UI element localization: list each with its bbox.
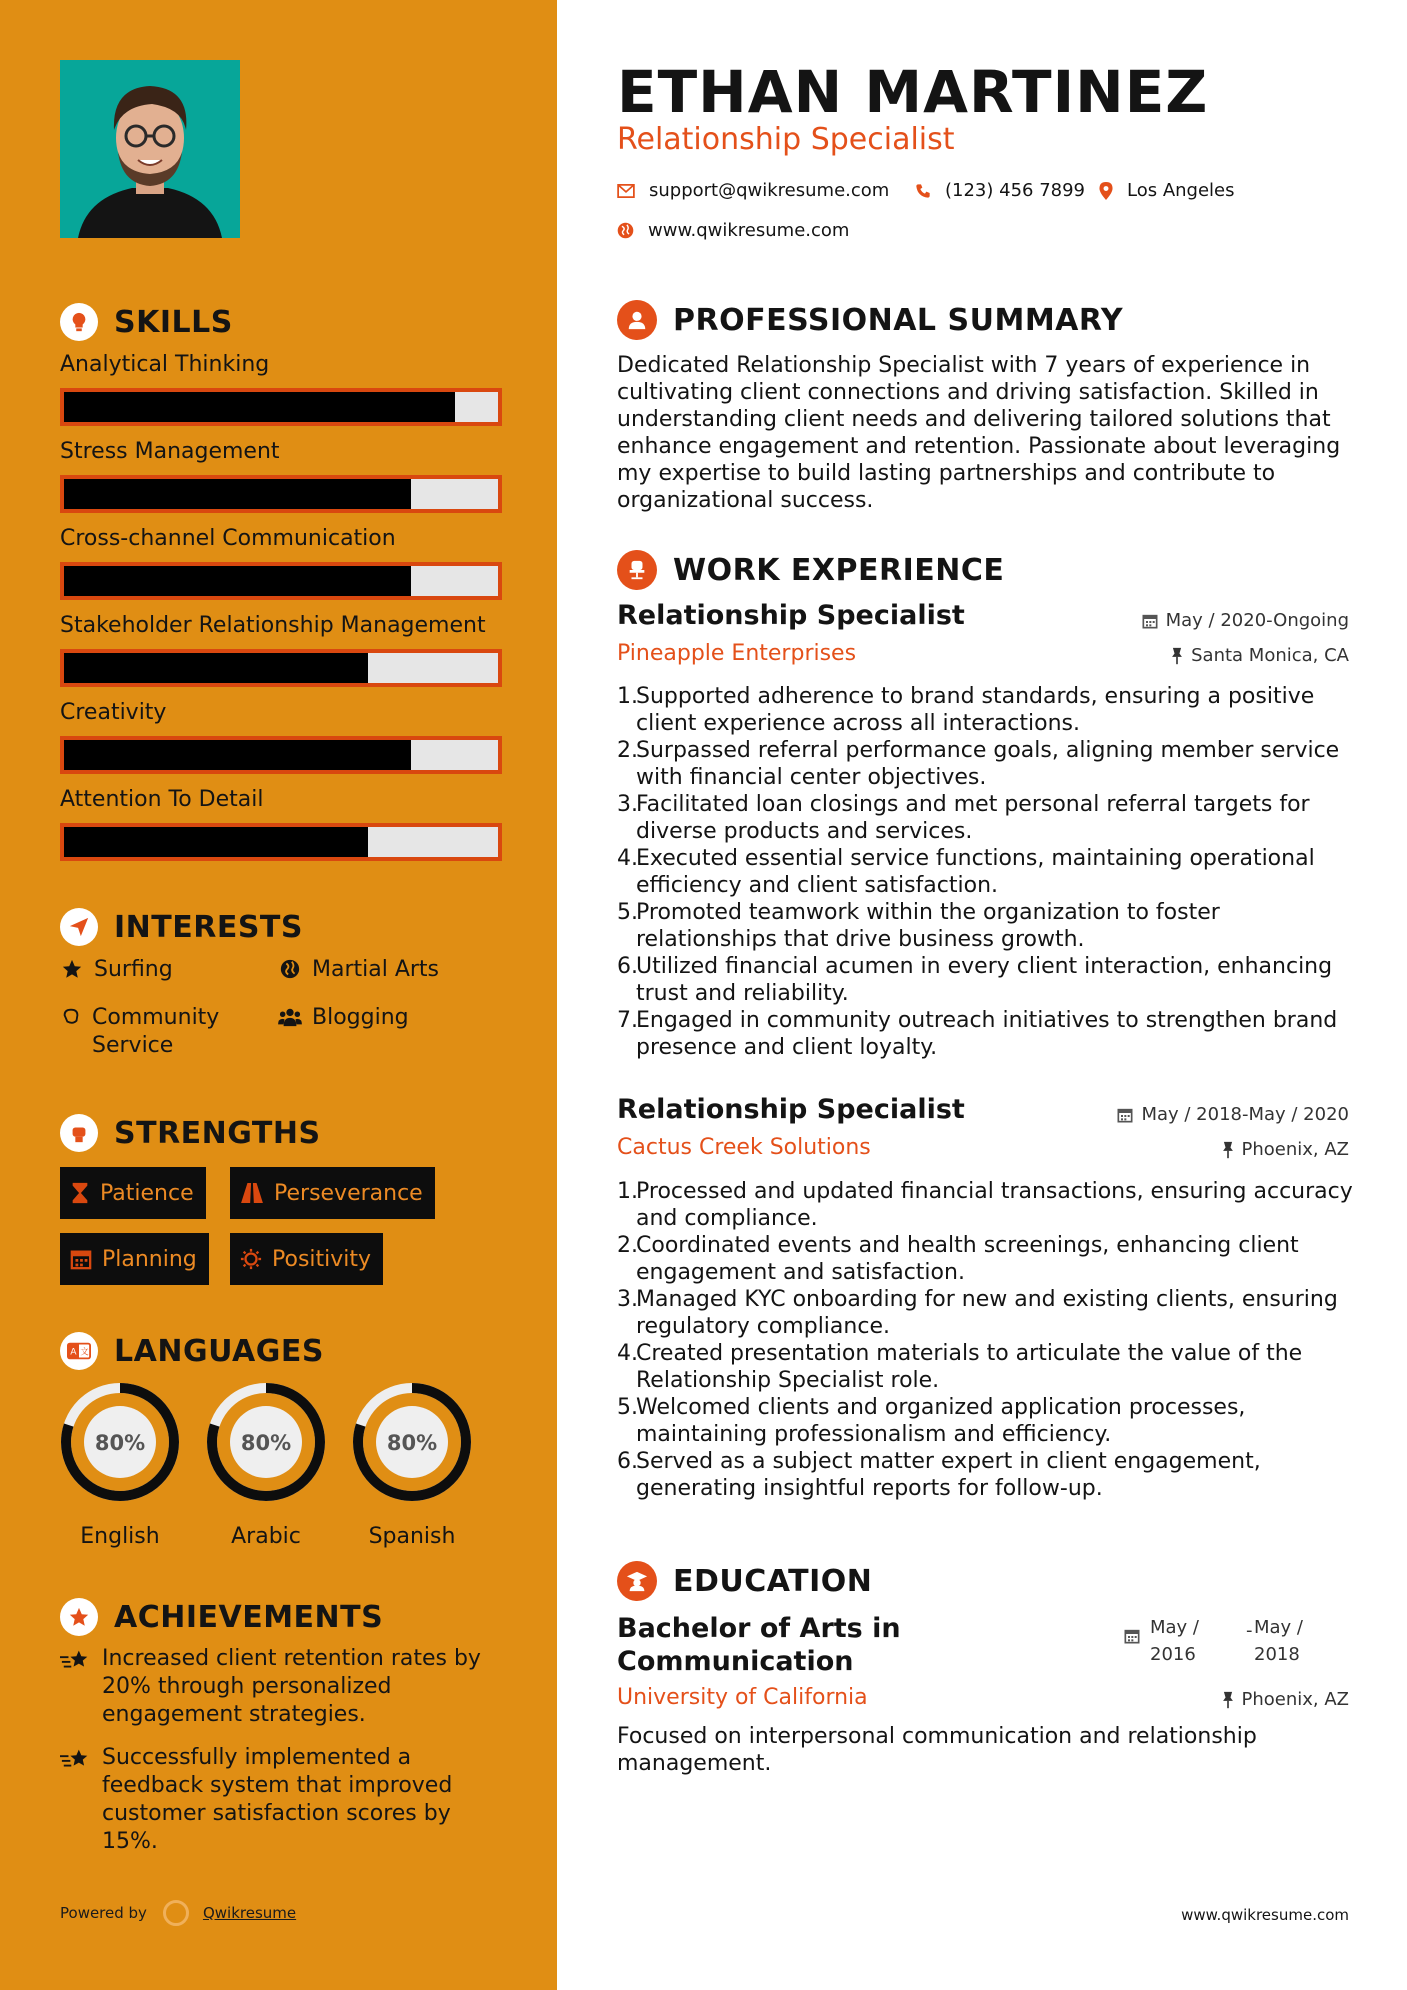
job-location-text: Phoenix, AZ [1241, 1139, 1349, 1160]
job-title: Relationship Specialist [617, 1094, 965, 1125]
pushpin-icon [1222, 1141, 1234, 1159]
globe-icon [617, 222, 634, 239]
location-text: Los Angeles [1127, 180, 1235, 201]
hourglass-icon [70, 1182, 90, 1204]
language-percent: 80% [94, 1431, 146, 1455]
calendar-icon [1124, 1628, 1140, 1644]
language-donut [204, 1380, 328, 1504]
company-name: Cactus Creek Solutions [617, 1135, 871, 1160]
language-icon [60, 1332, 98, 1370]
education-title: EDUCATION [673, 1563, 873, 1599]
language-item [350, 1380, 474, 1549]
achievement-item [60, 1744, 500, 1856]
strength-badge [230, 1167, 435, 1219]
job-date-text: May / 2018-May / 2020 [1141, 1104, 1349, 1125]
envelope-icon [617, 184, 635, 198]
skill-item [60, 437, 502, 513]
strength-label: Patience [100, 1180, 194, 1206]
strengths-heading [60, 1113, 321, 1153]
sun-icon [240, 1248, 262, 1270]
job-bullets [617, 683, 1357, 1061]
interest-label: Community Service [92, 1005, 220, 1058]
skill-bar [60, 475, 502, 513]
summary-text: Dedicated Relationship Specialist with 7 years of experience in cultivating client connections and driving satisfaction. Skilled in understanding client needs and delivering tailored solutions that enhance engagement and retention. Passionate about leveraging my expertise to build lasting partnerships and contribute to organizational success. [617, 353, 1341, 513]
education-location-text: Phoenix, AZ [1241, 1689, 1349, 1710]
contact-location [1099, 180, 1235, 201]
education-heading [617, 1561, 872, 1601]
skill-label: Attention To Detail [60, 787, 264, 812]
language-item [58, 1380, 182, 1549]
bullet-text: Coordinated events and health screenings, enhancing client engagement and satisfaction. [636, 1233, 1299, 1285]
globe-icon [278, 956, 302, 980]
language-name: English [80, 1524, 160, 1549]
job-title: Relationship Specialist [617, 600, 965, 631]
calendar-icon [70, 1248, 92, 1270]
hand-icon [60, 1004, 82, 1028]
skill-bar [60, 562, 502, 600]
bullet-number: 6. [617, 954, 638, 979]
degree-title: Bachelor of Arts in Communication [617, 1613, 901, 1677]
job-location [1171, 645, 1349, 666]
interest-label: Surfing [94, 957, 173, 982]
contact-website [617, 220, 849, 241]
skills-title: SKILLS [114, 304, 233, 340]
skill-label: Analytical Thinking [60, 352, 270, 377]
achievement-text: Increased client retention rates by 20% through personalized engagement strategies. [102, 1646, 481, 1727]
summary-heading [617, 300, 1123, 340]
interests-heading [60, 907, 303, 947]
languages-title: LANGUAGES [114, 1333, 324, 1369]
language-percent: 80% [386, 1431, 438, 1455]
job-bullet [617, 899, 1357, 953]
achievement-text: Successfully implemented a feedback system that improved customer satisfaction scores by 15%. [102, 1745, 453, 1854]
job-date [1142, 610, 1349, 631]
skill-item [60, 524, 502, 600]
achievement-item [60, 1645, 500, 1729]
bullet-number: 4. [617, 846, 638, 871]
strength-badge [230, 1233, 383, 1285]
candidate-role: Relationship Specialist [617, 122, 955, 157]
strength-badge [60, 1233, 209, 1285]
job-bullet [617, 1394, 1357, 1448]
skill-bar-fill [64, 566, 411, 596]
skill-bar-fill [64, 827, 368, 857]
bullet-text: Surpassed referral performance goals, aligning member service with financial center objectives. [636, 738, 1340, 790]
job-bullet [617, 683, 1357, 737]
languages-heading [60, 1331, 324, 1371]
job-bullet [617, 845, 1357, 899]
bullet-number: 4. [617, 1341, 638, 1366]
bullet-text: Created presentation materials to articulate the value of the Relationship Specialist role. [636, 1341, 1303, 1393]
strength-label: Positivity [272, 1246, 372, 1272]
contact-phone [915, 180, 1085, 201]
bullet-number: 2. [617, 1233, 638, 1258]
achievements-title: ACHIEVEMENTS [114, 1599, 384, 1635]
job-bullet [617, 1232, 1357, 1286]
job-date [1117, 1104, 1349, 1125]
bullet-number: 1. [617, 684, 638, 709]
skill-bar-fill [64, 740, 411, 770]
fist-icon [60, 1114, 98, 1152]
job-bullet [617, 1448, 1357, 1502]
powered-by-label: Powered by [60, 1904, 147, 1922]
interest-item [60, 1004, 250, 1060]
calendar-icon [1142, 613, 1158, 629]
language-item [204, 1380, 328, 1549]
bullet-number: 3. [617, 792, 638, 817]
achievements-heading [60, 1597, 383, 1637]
language-donut [350, 1380, 474, 1504]
strength-badge [60, 1167, 206, 1219]
skill-bar [60, 823, 502, 861]
bullet-text: Facilitated loan closings and met personal referral targets for diverse products and services. [636, 792, 1310, 844]
strength-label: Perseverance [274, 1180, 423, 1206]
bullet-text: Welcomed clients and organized application processes, maintaining professionalism and efficiency. [636, 1395, 1246, 1447]
education-start: May / 2016 [1150, 1617, 1199, 1665]
strengths-title: STRENGTHS [114, 1115, 321, 1151]
phone-text: (123) 456 7899 [945, 180, 1086, 201]
bullet-number: 5. [617, 900, 638, 925]
bullet-text: Promoted teamwork within the organization to foster relationships that drive business growth. [636, 900, 1220, 952]
skill-item [60, 611, 502, 687]
shooting-star-icon [60, 1744, 92, 1856]
education-end: May / 2018 [1254, 1617, 1303, 1665]
skill-label: Stakeholder Relationship Management [60, 613, 486, 638]
bullet-number: 7. [617, 1008, 638, 1033]
job-bullet [617, 737, 1357, 791]
svg-text:文: 文 [80, 1346, 89, 1357]
bullet-text: Served as a subject matter expert in client engagement, generating insightful reports for follow-up. [636, 1449, 1261, 1501]
job-bullet [617, 1340, 1357, 1394]
calendar-icon [1117, 1107, 1133, 1123]
office-chair-icon [617, 550, 657, 590]
badge-star-icon [60, 1598, 98, 1636]
company-name: Pineapple Enterprises [617, 641, 857, 666]
bullet-text: Processed and updated financial transactions, ensuring accuracy and compliance. [636, 1179, 1353, 1231]
summary-title: PROFESSIONAL SUMMARY [673, 302, 1124, 338]
lightbulb-icon [60, 303, 98, 341]
powered-by [60, 1900, 296, 1926]
education-description: Focused on interpersonal communication and relationship management. [617, 1724, 1257, 1776]
skill-item [60, 350, 502, 426]
pushpin-icon [1222, 1691, 1234, 1709]
bullet-number: 6. [617, 1449, 638, 1474]
language-name: Spanish [368, 1524, 456, 1549]
bullet-text: Supported adherence to brand standards, ensuring a positive client experience across all interactions. [636, 684, 1315, 736]
interests-title: INTERESTS [114, 909, 303, 945]
svg-text:A: A [70, 1346, 77, 1358]
qwikresume-link[interactable]: Qwikresume [202, 1904, 297, 1922]
job-bullet [617, 1007, 1357, 1061]
language-donut [58, 1380, 182, 1504]
job-bullet [617, 953, 1357, 1007]
bullet-number: 1. [617, 1179, 638, 1204]
job-location-text: Santa Monica, CA [1191, 645, 1349, 666]
language-name: Arabic [231, 1524, 301, 1549]
experience-heading [617, 550, 1004, 590]
sidebar [0, 0, 557, 1990]
skill-bar [60, 388, 502, 426]
education-date-icon [1124, 1628, 1148, 1644]
bullet-text: Managed KYC onboarding for new and existing clients, ensuring regulatory compliance. [636, 1287, 1338, 1339]
job-date-text: May / 2020-Ongoing [1165, 610, 1349, 631]
skill-bar-fill [64, 653, 368, 683]
interest-item [60, 956, 173, 984]
skill-label: Stress Management [60, 439, 280, 464]
graduate-icon [617, 1561, 657, 1601]
qwikresume-logo-icon [163, 1900, 189, 1926]
job-bullet [617, 791, 1357, 845]
education-location [1222, 1689, 1350, 1710]
bullet-number: 3. [617, 1287, 638, 1312]
interest-item [278, 956, 439, 984]
skill-bar-fill [64, 479, 411, 509]
bullet-text: Utilized financial acumen in every client interaction, enhancing trust and reliability. [636, 954, 1333, 1006]
education-separator: - [1246, 1620, 1253, 1641]
shooting-star-icon [60, 1645, 92, 1729]
bullet-text: Engaged in community outreach initiatives to strengthen brand presence and client loyalty. [636, 1008, 1338, 1060]
skill-item [60, 785, 502, 861]
profile-photo [60, 60, 240, 238]
road-icon [240, 1183, 264, 1203]
job-bullets [617, 1178, 1357, 1502]
school-name: University of California [617, 1685, 868, 1710]
contact-email [617, 180, 889, 201]
skill-bar [60, 649, 502, 687]
language-percent: 80% [240, 1431, 292, 1455]
bullet-number: 5. [617, 1395, 638, 1420]
footer-website[interactable]: www.qwikresume.com [1181, 1906, 1349, 1924]
skills-heading [60, 302, 233, 342]
interest-item [278, 1004, 409, 1032]
interest-label: Martial Arts [312, 957, 440, 982]
star-icon [60, 956, 84, 980]
job-location [1222, 1139, 1350, 1160]
bullet-number: 2. [617, 738, 638, 763]
job-bullet [617, 1286, 1357, 1340]
phone-icon [915, 183, 931, 199]
experience-title: WORK EXPERIENCE [673, 552, 1005, 588]
interest-label: Blogging [312, 1005, 409, 1030]
skill-item [60, 698, 502, 774]
map-pin-icon [1099, 182, 1113, 200]
strength-label: Planning [102, 1246, 197, 1272]
email-text[interactable]: support@qwikresume.com [649, 180, 890, 201]
user-icon [617, 300, 657, 340]
candidate-name: ETHAN MARTINEZ [617, 58, 1209, 126]
website-text[interactable]: www.qwikresume.com [648, 220, 850, 241]
skill-bar [60, 736, 502, 774]
skill-bar-fill [64, 392, 455, 422]
skill-label: Cross-channel Communication [60, 526, 396, 551]
job-bullet [617, 1178, 1357, 1232]
users-icon [278, 1004, 302, 1028]
skill-label: Creativity [60, 700, 167, 725]
paper-plane-icon [60, 908, 98, 946]
bullet-text: Executed essential service functions, maintaining operational efficiency and client satisfaction. [636, 846, 1315, 898]
pushpin-icon [1171, 647, 1183, 665]
